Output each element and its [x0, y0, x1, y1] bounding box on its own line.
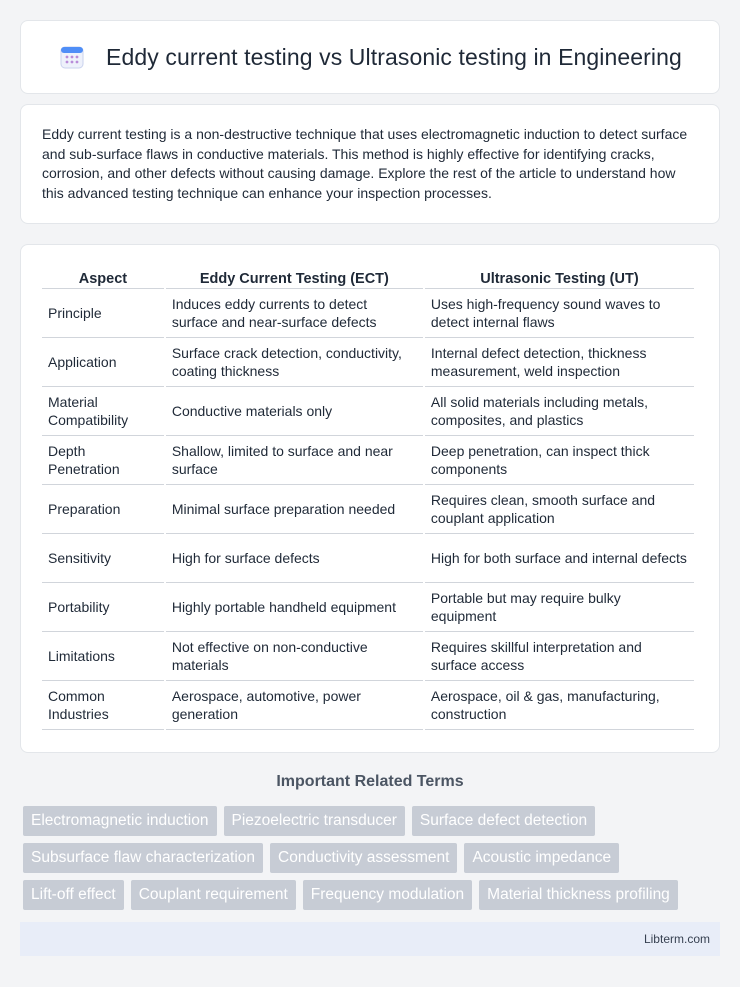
ut-cell: Deep penetration, can inspect thick components	[425, 436, 694, 485]
aspect-cell: Common Industries	[42, 681, 164, 730]
comparison-table-card	[20, 244, 720, 753]
related-term-tag[interactable]: Lift-off effect	[23, 880, 124, 910]
table-row	[42, 632, 694, 681]
related-terms-list	[23, 806, 723, 910]
footer-site-link[interactable]: Libterm.com	[643, 932, 710, 946]
related-term-tag[interactable]: Subsurface flaw characterization	[23, 843, 263, 873]
ut-cell: Requires clean, smooth surface and couplant application	[425, 485, 694, 534]
related-term-tag[interactable]: Electromagnetic induction	[23, 806, 217, 836]
ect-cell: High for surface defects	[166, 534, 423, 583]
header-card	[20, 20, 720, 94]
table-row	[42, 534, 694, 583]
ut-cell: Internal defect detection, thickness measurement, weld inspection	[425, 338, 694, 387]
related-term-tag[interactable]: Material thickness profiling	[479, 880, 678, 910]
ut-cell: Portable but may require bulky equipment	[425, 583, 694, 632]
ect-cell: Aerospace, automotive, power generation	[166, 681, 423, 730]
ect-cell: Highly portable handheld equipment	[166, 583, 423, 632]
ect-cell: Conductive materials only	[166, 387, 423, 436]
aspect-cell: Material Compatibility	[42, 387, 164, 436]
table-row	[42, 485, 694, 534]
ect-cell: Shallow, limited to surface and near surface	[166, 436, 423, 485]
ut-cell: Aerospace, oil & gas, manufacturing, construction	[425, 681, 694, 730]
related-term-tag[interactable]: Couplant requirement	[131, 880, 296, 910]
related-term-tag[interactable]: Piezoelectric transducer	[224, 806, 405, 836]
table-row	[42, 681, 694, 730]
aspect-cell: Limitations	[42, 632, 164, 681]
aspect-cell: Principle	[42, 289, 164, 338]
table-row	[42, 289, 694, 338]
table-header-row	[42, 263, 694, 289]
header-ut: Ultrasonic Testing (UT)	[425, 263, 694, 289]
table-row	[42, 436, 694, 485]
ut-cell: High for both surface and internal defects	[425, 534, 694, 583]
intro-card	[20, 104, 720, 224]
aspect-cell: Depth Penetration	[42, 436, 164, 485]
intro-text: Eddy current testing is a non-destructive technique that uses electromagnetic induction to detect surface and sub-surface flaws in conductive materials. This method is highly effective for identifying cracks, corrosion, and other defects without causing damage. Explore the rest of the article to understand how this advanced testing technique can enhance your inspection processes.	[42, 126, 688, 201]
header-ect: Eddy Current Testing (ECT)	[166, 263, 423, 289]
aspect-cell: Application	[42, 338, 164, 387]
ut-cell: Uses high-frequency sound waves to detect internal flaws	[425, 289, 694, 338]
calendar-grid-icon	[58, 43, 86, 71]
ect-cell: Surface crack detection, conductivity, coating thickness	[166, 338, 423, 387]
aspect-cell: Portability	[42, 583, 164, 632]
aspect-cell: Sensitivity	[42, 534, 164, 583]
comparison-table	[40, 263, 696, 730]
related-terms-title: Important Related Terms	[276, 773, 464, 790]
table-row	[42, 338, 694, 387]
aspect-cell: Preparation	[42, 485, 164, 534]
related-term-tag[interactable]: Acoustic impedance	[464, 843, 619, 873]
ect-cell: Induces eddy currents to detect surface and near-surface defects	[166, 289, 423, 338]
ut-cell: Requires skillful interpretation and surface access	[425, 632, 694, 681]
header-aspect: Aspect	[42, 263, 164, 289]
page-title: Eddy current testing vs Ultrasonic testing in Engineering	[106, 43, 682, 70]
footer	[20, 922, 720, 956]
ect-cell: Minimal surface preparation needed	[166, 485, 423, 534]
ut-cell: All solid materials including metals, composites, and plastics	[425, 387, 694, 436]
ect-cell: Not effective on non-conductive materials	[166, 632, 423, 681]
related-term-tag[interactable]: Frequency modulation	[303, 880, 472, 910]
table-row	[42, 387, 694, 436]
related-term-tag[interactable]: Surface defect detection	[412, 806, 595, 836]
table-row	[42, 583, 694, 632]
related-term-tag[interactable]: Conductivity assessment	[270, 843, 457, 873]
